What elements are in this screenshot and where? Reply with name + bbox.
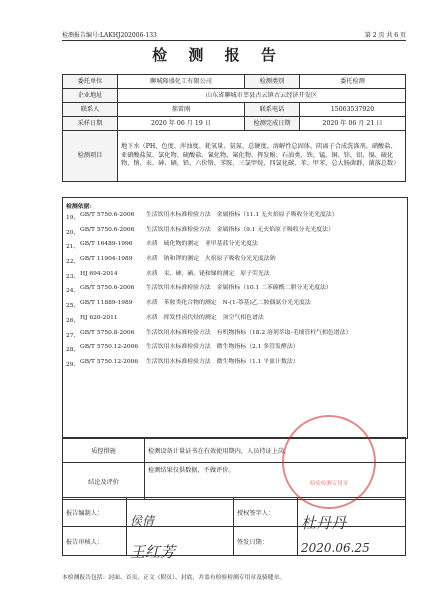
type-label: 检测类别: [245, 75, 300, 89]
stamp-text: 检验检测专用章: [309, 481, 349, 487]
basis-method: 生活饮用水标准检验方法 微生物指标（1.1 平皿计数法）: [146, 358, 299, 365]
basis-method: 水质 硫化物的测定 亚甲基蓝分光光度法: [146, 241, 258, 248]
quality-label: 质控措施: [63, 438, 145, 463]
basis-method: 生活饮用水标准检验方法 有机物指标（18.2 溶剂萃取-毛细管柱气相色谱法）: [146, 329, 352, 336]
basis-no: 19、: [66, 215, 80, 221]
basis-row: [63, 344, 407, 359]
basis-no: 22、: [66, 259, 80, 266]
approver-signature: 杜丹丹: [301, 514, 347, 532]
address-label: 企业地址: [63, 89, 118, 103]
basis-method: 水质 挥发性卤代烃的测定 顶空气相色谱法: [146, 314, 264, 321]
basis-standard: GB/T 16489-1996: [80, 241, 133, 248]
basis-standard: GB/T 5750.6-2006: [80, 212, 135, 218]
completion-value: 2020 年 06 月 21 日: [300, 117, 406, 131]
basis-row: [63, 359, 407, 374]
basis-no: 29、: [66, 361, 80, 368]
date-label: 签发日期：: [234, 527, 298, 556]
reviewer-label: 报告审核人：: [63, 527, 127, 556]
official-stamp: [282, 415, 376, 509]
basis-row: [63, 212, 407, 227]
sampling-label: 采样日期: [63, 117, 118, 131]
phone-value: 15063537920: [300, 103, 406, 117]
items-value: 地下水（PH、色度、浑浊度、耗氧量、氨氮、总硬度、溶解性总固体、阴离子合成洗涤剂、硝酸盐、亚硝酸盐氮、氯化物、硫酸盐、氰化物、氟化物、挥发酚、石油类、铁、锰、铜、锌、铝、镉、硫化物、钠、汞、砷、硒、铅、六价铬、苯胺、三氯甲烷、四氯化碳、苯、甲苯、总大肠菌群、菌落总数）: [118, 131, 406, 182]
contact-label: 联系人: [63, 103, 118, 117]
basis-row: [63, 300, 407, 315]
reviewer-signature: 王红芳: [130, 543, 176, 561]
basis-no: 21、: [66, 244, 80, 251]
basis-method: 生活饮用水标准检验方法 微生物指标（2.1 多管发酵法）: [146, 344, 299, 351]
phone-label: 联系电话: [245, 103, 300, 117]
basis-method: 水质 汞、砷、硒、铋和锑的测定 原子荧光法: [146, 270, 270, 277]
basis-method: 生活饮用水标准检验方法 金属指标（10.1 二苯碳酰二肼分光光度法）: [146, 285, 332, 292]
report-header: [62, 28, 406, 41]
basis-no: 23、: [66, 273, 80, 280]
basis-no: 24、: [66, 288, 80, 295]
basis-method: 水质 钠和钾的测定 火焰原子吸收分光光度法钠: [146, 256, 276, 263]
basis-no: 27、: [66, 332, 80, 339]
compiler-label: 报告编制人：: [63, 498, 127, 527]
basis-heading: 检测依据：: [66, 203, 96, 210]
basis-row: [63, 315, 407, 330]
basis-method: 水质 苯胺类化合物的测定 N-(1-萘基)乙二胺偶氮分光光度法: [146, 300, 311, 307]
signature-table: [62, 497, 406, 561]
basis-row: [63, 330, 407, 345]
sampling-value: 2020 年 06 月 19 日: [118, 117, 245, 131]
client-value: 聊城隆盛化工有限公司: [118, 75, 245, 89]
footer-note: 本检测报告包括：封面、首页、正文（附页）、封底，并盖有检验检测专用章及骑缝章。: [62, 575, 286, 581]
basis-section: [62, 197, 408, 439]
compiler-signature: 侯倩: [130, 514, 155, 528]
basis-standard: GB/T 5750.6-2006: [80, 226, 135, 233]
basis-standard: GB/T 5750.12-2006: [80, 358, 139, 365]
report-number: 检测报告编号:LAKHJ202006-133: [62, 31, 157, 39]
basis-no: 28、: [66, 347, 80, 354]
basis-row: [63, 241, 407, 256]
basis-standard: GB/T 11904-1989: [80, 256, 133, 263]
basis-method: 生活饮用水标准检验方法 金属指标（11.1 无火焰原子吸收分光光度法）: [146, 212, 338, 218]
contact-value: 郝雷刚: [118, 103, 245, 117]
basis-no: 20、: [66, 229, 80, 236]
basis-no: 26、: [66, 317, 80, 324]
report-title: 检 测 报 告: [152, 46, 284, 64]
approver-label: 授权签字人：: [234, 498, 298, 527]
items-label: 检测项目: [63, 131, 118, 182]
basis-standard: GB/T 5750.12-2006: [80, 344, 139, 351]
conclusion-value: 检测结果仅供数据，不做评价。: [145, 463, 406, 500]
issue-date: 2020.06.25: [301, 541, 370, 555]
basis-method: 生活饮用水标准检验方法 金属指标（9.1 无火焰原子吸收分光光度法）: [146, 226, 334, 233]
basis-standard: GB/T 11889-1989: [80, 300, 133, 307]
completion-label: 检测完成日期: [245, 117, 300, 131]
type-value: 委托检测: [300, 75, 406, 89]
basis-no: 25、: [66, 303, 80, 310]
basis-standard: HJ 620-2011: [80, 314, 118, 321]
basis-standard: HJ 694-2014: [80, 270, 118, 277]
basis-row: [63, 227, 407, 242]
conclusion-label: 结论及评价: [63, 463, 145, 500]
basis-standard: GB/T 5750.6-2006: [80, 285, 135, 292]
basis-standard: GB/T 5750.8-2006: [80, 329, 135, 336]
basis-row: [63, 256, 407, 271]
info-table: [62, 74, 406, 182]
client-label: 委托单位: [63, 75, 118, 89]
basis-row: [63, 271, 407, 286]
page-indicator: 第 2 页 共 6 页: [364, 31, 406, 39]
quality-value: 检测设备计量证书在有效使用期内，人员持证上岗。: [145, 438, 406, 463]
address-value: 山东省聊城市莘县古云镇古云经济开发区: [118, 89, 406, 103]
basis-row: [63, 285, 407, 300]
